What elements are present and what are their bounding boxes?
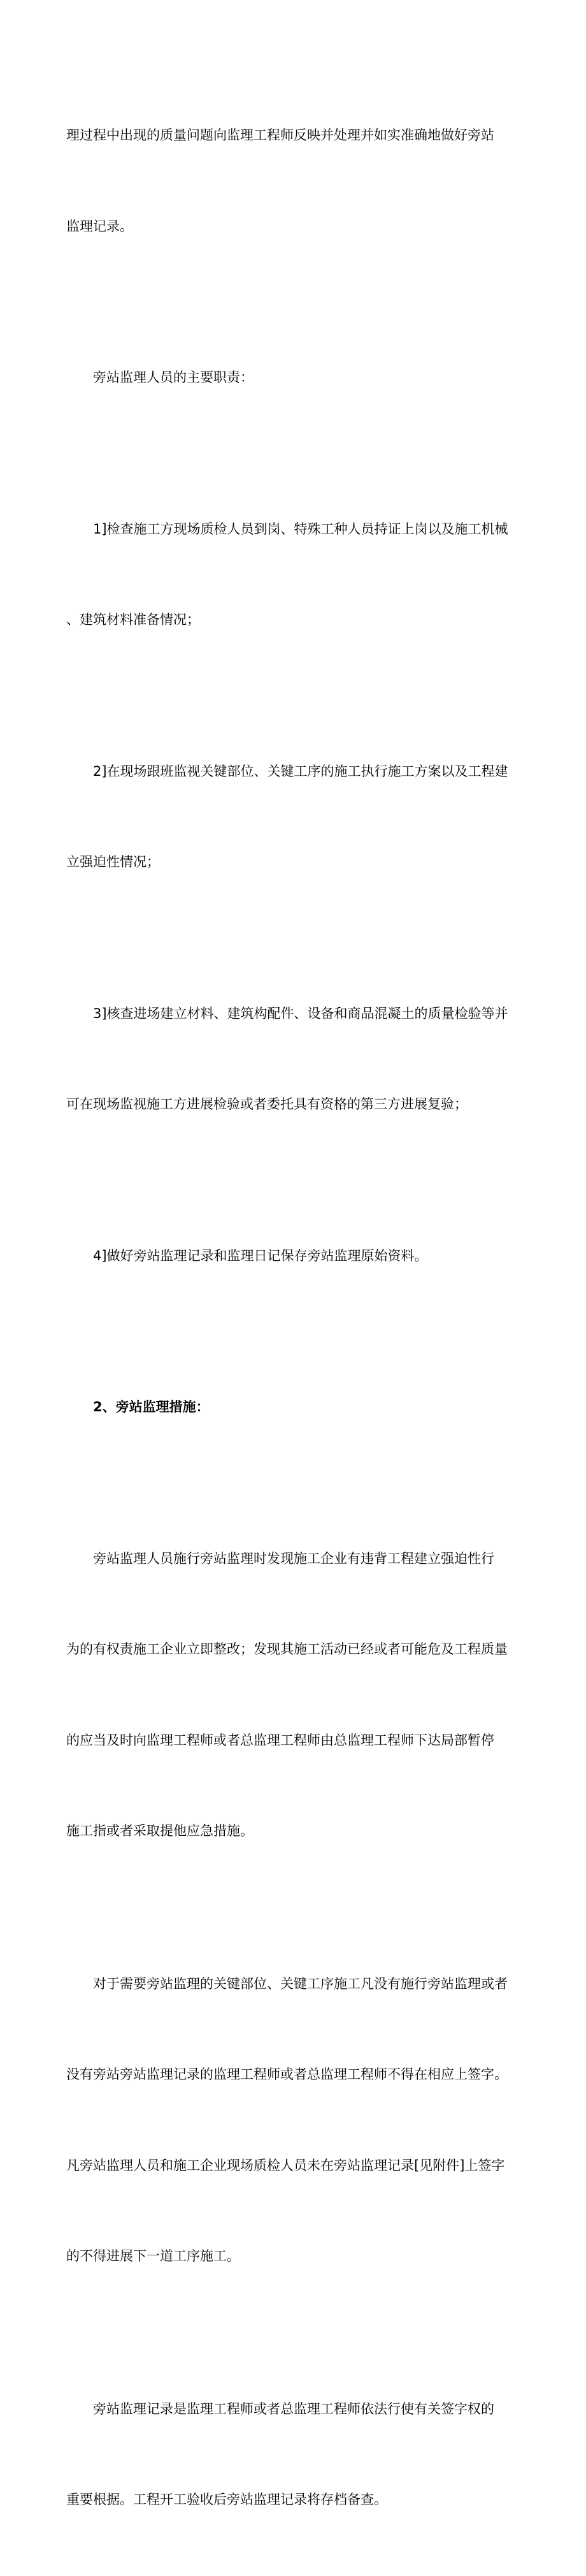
text-line: 立强迫性情况； bbox=[66, 854, 160, 870]
text-line: 3]核查进场建立材料、建筑构配件、设备和商品混凝土的质量检验等并 bbox=[93, 1005, 508, 1021]
text-line: 4]做好旁站监理记录和监理日记保存旁站监理原始资料。 bbox=[93, 1248, 428, 1263]
text-line: 、建筑材料准备情况； bbox=[66, 612, 200, 627]
text-line: 2、旁站监理措施： bbox=[93, 1399, 210, 1415]
paragraph-duties-heading bbox=[66, 302, 520, 454]
text-line: 重要根据。工程开工验收后旁站监理记录将存档备查。 bbox=[66, 2492, 387, 2507]
text-line: 监理记录。 bbox=[66, 218, 133, 234]
text-line: 理过程中出现的质量问题向监理工程师反映并处理并如实准确地做好旁站 bbox=[66, 127, 494, 143]
paragraph-continuation bbox=[66, 60, 520, 302]
text-line: 对于需要旁站监理的关键部位、关键工序施工凡没有施行旁站监理或者 bbox=[93, 1976, 508, 1991]
paragraph-duty-3 bbox=[66, 938, 520, 1181]
text-line: 旁站监理人员施行旁站监理时发现施工企业有违背工程建立强迫性行 bbox=[93, 1550, 494, 1566]
paragraph-duty-2 bbox=[66, 696, 520, 938]
paragraph-duty-1 bbox=[66, 454, 520, 696]
text-line: 施工指或者采取提他应急措施。 bbox=[66, 1823, 254, 1838]
text-line: 的应当及时向监理工程师或者总监理工程师由总监理工程师下达局部暂停 bbox=[66, 1732, 494, 1748]
text-line: 1]检查施工方现场质检人员到岗、特殊工种人员持证上岗以及施工机械 bbox=[93, 521, 508, 537]
text-line: 没有旁站旁站监理记录的监理工程师或者总监理工程师不得在相应上签字。 bbox=[66, 2067, 508, 2082]
text-line: 凡旁站监理人员和施工企业现场质检人员未在旁站监理记录[见附件]上签字 bbox=[66, 2157, 505, 2173]
section-heading-measures bbox=[66, 1332, 520, 1483]
paragraph-duty-4 bbox=[66, 1181, 520, 1332]
text-line: 的不得进展下一道工序施工。 bbox=[66, 2248, 240, 2264]
text-line: 为的有权责施工企业立即整改；发现其施工活动已经或者可能危及工程质量 bbox=[66, 1641, 508, 1657]
document-body bbox=[66, 60, 520, 2576]
paragraph-record-basis bbox=[66, 2334, 520, 2576]
paragraph-measures-body bbox=[66, 1483, 520, 1907]
text-line: 旁站监理记录是监理工程师或者总监理工程师依法行使有关签字权的 bbox=[93, 2401, 494, 2417]
paragraph-signing-rule bbox=[66, 1909, 520, 2332]
text-line: 旁站监理人员的主要职责： bbox=[93, 370, 254, 385]
text-line: 2]在现场跟班监视关键部位、关键工序的施工执行施工方案以及工程建 bbox=[93, 763, 508, 779]
text-line: 可在现场监视施工方进展检验或者委托具有资格的第三方进展复验； bbox=[66, 1096, 468, 1112]
